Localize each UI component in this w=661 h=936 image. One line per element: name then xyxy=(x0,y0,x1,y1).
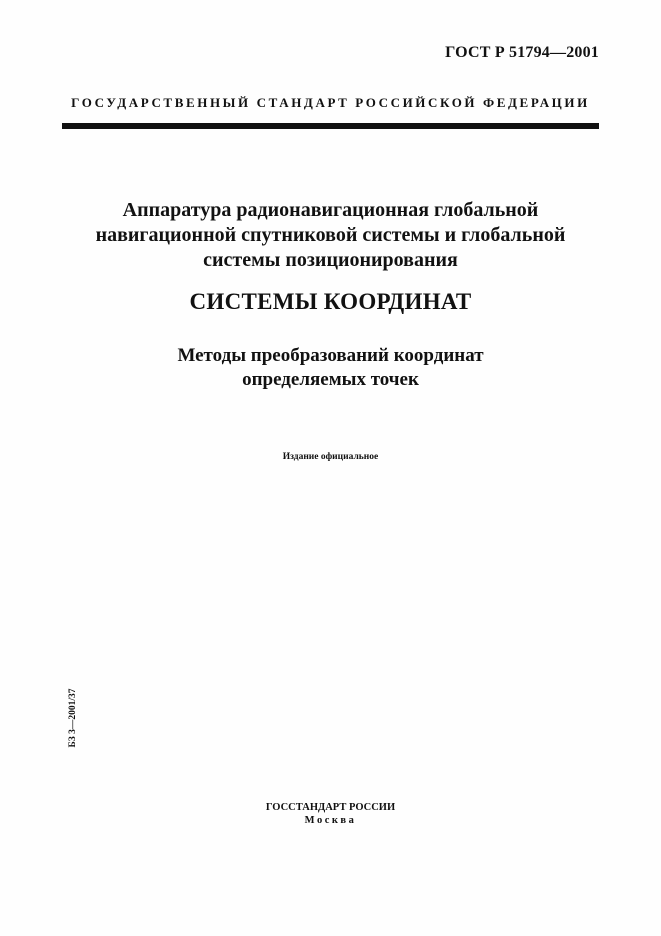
edition-label: Издание официальное xyxy=(282,452,379,462)
side-code: БЗ 3—2001/37 xyxy=(68,688,78,748)
organization-line: ГОСУДАРСТВЕННЫЙ СТАНДАРТ РОССИЙСКОЙ ФЕДЕРАЦИИ xyxy=(71,95,590,110)
subtitle-line-1: Методы преобразований координат xyxy=(177,345,484,366)
document-title xyxy=(40,198,621,273)
document-number: ГОСТ Р 51794—2001 xyxy=(445,44,599,61)
title-line-3: системы позиционирования xyxy=(203,249,458,271)
subtitle-line-2: определяемых точек xyxy=(242,369,419,390)
main-title: СИСТЕМЫ КООРДИНАТ xyxy=(189,289,472,314)
publisher-city: Москва xyxy=(304,815,357,826)
publisher-name: ГОССТАНДАРТ РОССИИ xyxy=(265,802,396,813)
publisher-block xyxy=(40,801,621,827)
horizontal-rule xyxy=(62,123,599,129)
title-line-1: Аппаратура радионавигационная глобальной xyxy=(122,199,539,221)
subtitle xyxy=(40,344,621,392)
title-line-2: навигационной спутниковой системы и глобальной xyxy=(95,224,566,246)
